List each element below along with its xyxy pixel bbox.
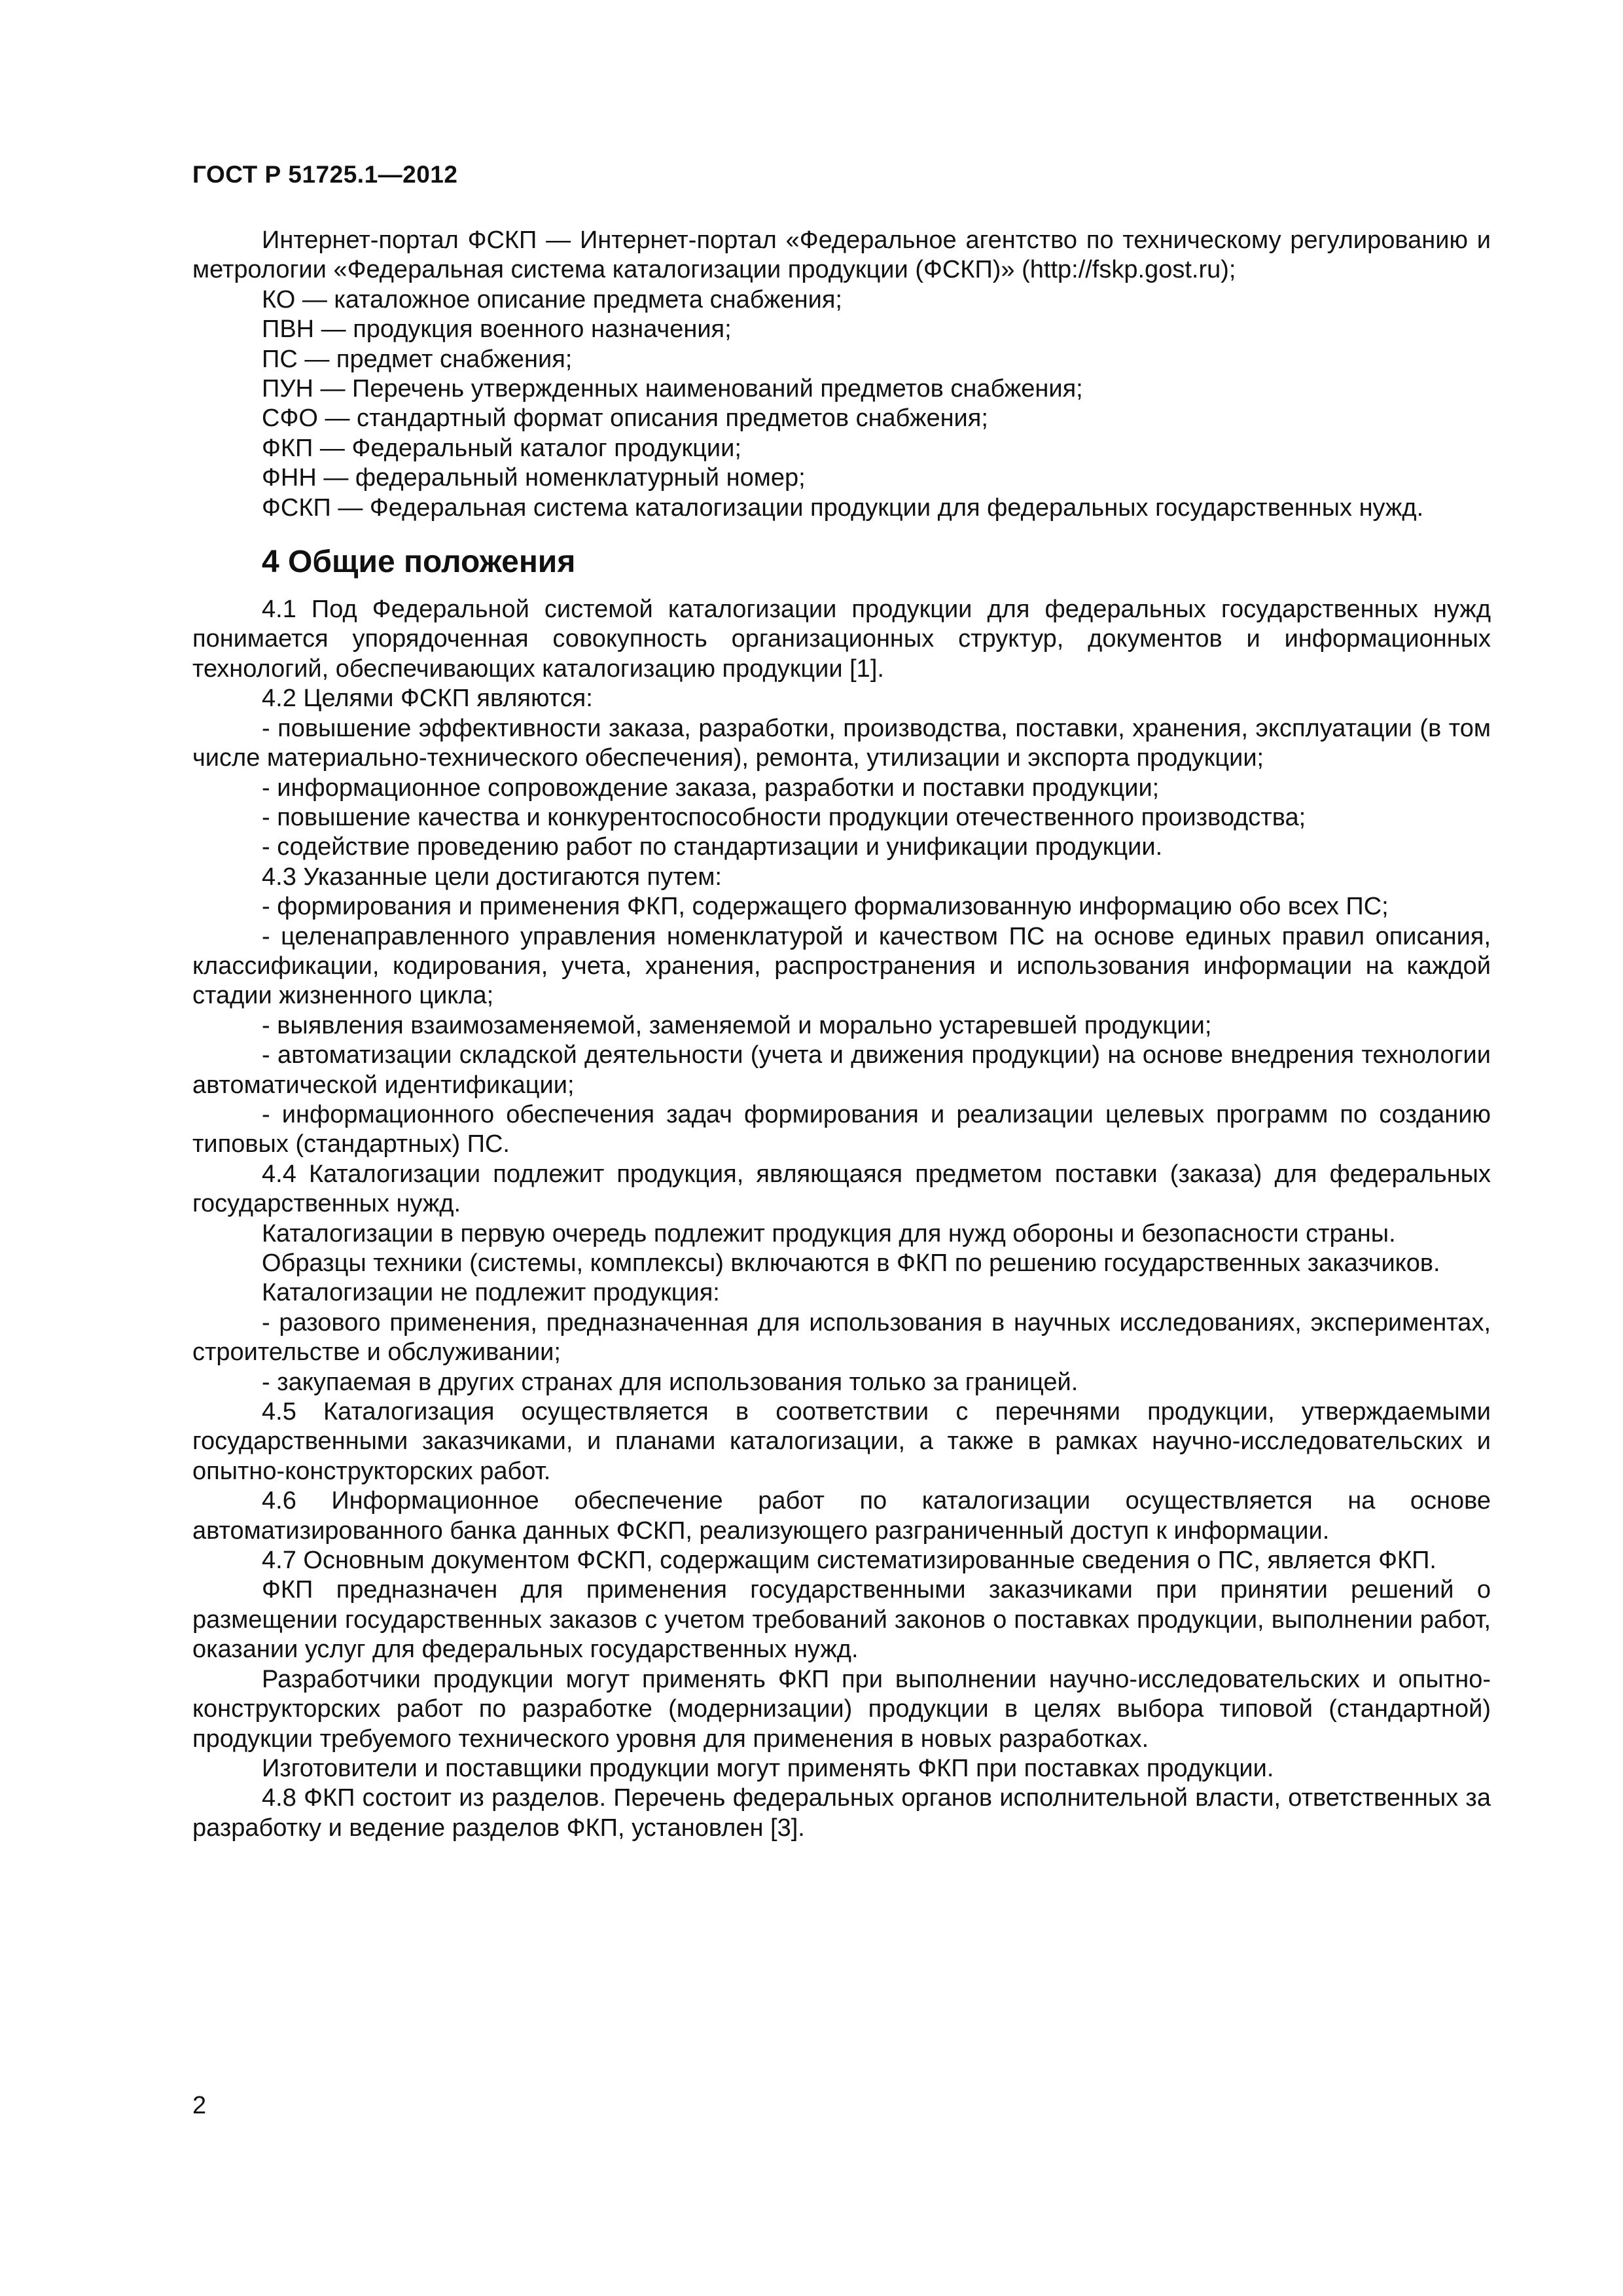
document-header: ГОСТ Р 51725.1—2012	[192, 161, 458, 188]
paragraph: 4.7 Основным документом ФСКП, содержащим систематизированные сведения о ПС, является ФКП.	[262, 1547, 1436, 1575]
paragraph: 4.2 Целями ФСКП являются:	[262, 685, 593, 713]
document-body	[192, 226, 1491, 1843]
abbreviation-item: ФКП — Федеральный каталог продукции;	[262, 434, 741, 462]
list-item: - разового применения, предназначенная для использования в научных исследованиях, экспериментах, строительстве и обслуживании;	[192, 1308, 1491, 1367]
paragraph: 4.1 Под Федеральной системой каталогизации продукции для федеральных государственных нужд понимается упорядоченная совокупность организационных структур, документов и информационных технологий, обеспечивающих каталогизацию продукции [1].	[192, 596, 1491, 683]
abbreviation-item: ФСКП — Федеральная система каталогизации продукции для федеральных государственных нужд.	[262, 493, 1424, 522]
paragraph: Изготовители и поставщики продукции могут применять ФКП при поставках продукции.	[262, 1754, 1274, 1782]
abbreviation-item: ПВН — продукция военного назначения;	[262, 315, 732, 344]
list-item: - автоматизации складской деятельности (учета и движения продукции) на основе внедрения технологии автоматической идентификации;	[192, 1041, 1491, 1099]
list-item: - выявления взаимозаменяемой, заменяемой и морально устаревшей продукции;	[262, 1011, 1212, 1039]
page-number: 2	[192, 2092, 207, 2119]
paragraph: Каталогизации в первую очередь подлежит продукция для нужд обороны и безопасности страны.	[262, 1219, 1396, 1247]
paragraph: Образцы техники (системы, комплексы) включаются в ФКП по решению государственных заказчиков.	[262, 1249, 1440, 1277]
list-item: - закупаемая в других странах для использования только за границей.	[262, 1368, 1079, 1396]
abbreviation-item: ФНН — федеральный номенклатурный номер;	[262, 464, 806, 492]
abbreviation-item: ПС — предмет снабжения;	[262, 345, 573, 373]
paragraph: 4.4 Каталогизации подлежит продукция, являющаяся предметом поставки (заказа) для федеральных государственных нужд.	[192, 1160, 1491, 1218]
paragraph: 4.8 ФКП состоит из разделов. Перечень федеральных органов исполнительной власти, ответственных за разработку и ведение разделов ФКП, установлен [3].	[192, 1784, 1491, 1842]
paragraph: Каталогизации не подлежит продукция:	[262, 1279, 720, 1307]
paragraph: Разработчики продукции могут применять ФКП при выполнении научно-исследовательских и опытно-конструкторских работ по разработке (модернизации) продукции в целях выбора типовой (стандартной) продукции требуемого технического уровня для применения в новых разработках.	[192, 1665, 1491, 1753]
list-item: - информационного обеспечения задач формирования и реализации целевых программ по созданию типовых (стандартных) ПС.	[192, 1100, 1491, 1158]
paragraph: 4.3 Указанные цели достигаются путем:	[262, 863, 722, 891]
list-item: - формирования и применения ФКП, содержащего формализованную информацию обо всех ПС;	[262, 893, 1389, 921]
list-item: - информационное сопровождение заказа, разработки и поставки продукции;	[262, 774, 1160, 802]
section-heading: 4 Общие положения	[262, 545, 576, 580]
abbreviation-item: КО — каталожное описание предмета снабжения;	[262, 285, 842, 314]
paragraph: 4.5 Каталогизация осуществляется в соответствии с перечнями продукции, утверждаемыми государственными заказчиками, и планами каталогизации, а также в рамках научно-исследовательских и опытно-конструкторских работ.	[192, 1398, 1491, 1485]
list-item: - целенаправленного управления номенклатурой и качеством ПС на основе единых правил описания, классификации, кодирования, учета, хранения, распространения и использования информации на каждой стадии жизненного цикла;	[192, 922, 1491, 1010]
abbreviation-item: СФО — стандартный формат описания предметов снабжения;	[262, 404, 988, 433]
abbreviation-item: Интернет-портал ФСКП — Интернет-портал «Федеральное агентство по техническому регулированию и метрологии «Федеральная система каталогизации продукции (ФСКП)» (http://fskp.gost.ru);	[192, 226, 1491, 284]
abbreviation-item: ПУН — Перечень утвержденных наименований предметов снабжения;	[262, 375, 1083, 403]
paragraph: ФКП предназначен для применения государственными заказчиками при принятии решений о размещении государственных заказов с учетом требований законов о поставках продукции, выполнении работ, оказании услуг для федеральных государственных нужд.	[192, 1576, 1491, 1664]
list-item: - повышение качества и конкурентоспособности продукции отечественного производства;	[262, 803, 1306, 831]
list-item: - повышение эффективности заказа, разработки, производства, поставки, хранения, эксплуатации (в том числе материально-технического обеспечения), ремонта, утилизации и экспорта продукции;	[192, 714, 1491, 772]
list-item: - содействие проведению работ по стандартизации и унификации продукции.	[262, 833, 1163, 861]
paragraph: 4.6 Информационное обеспечение работ по каталогизации осуществляется на основе автоматизированного банка данных ФСКП, реализующего разграниченный доступ к информации.	[192, 1487, 1491, 1545]
